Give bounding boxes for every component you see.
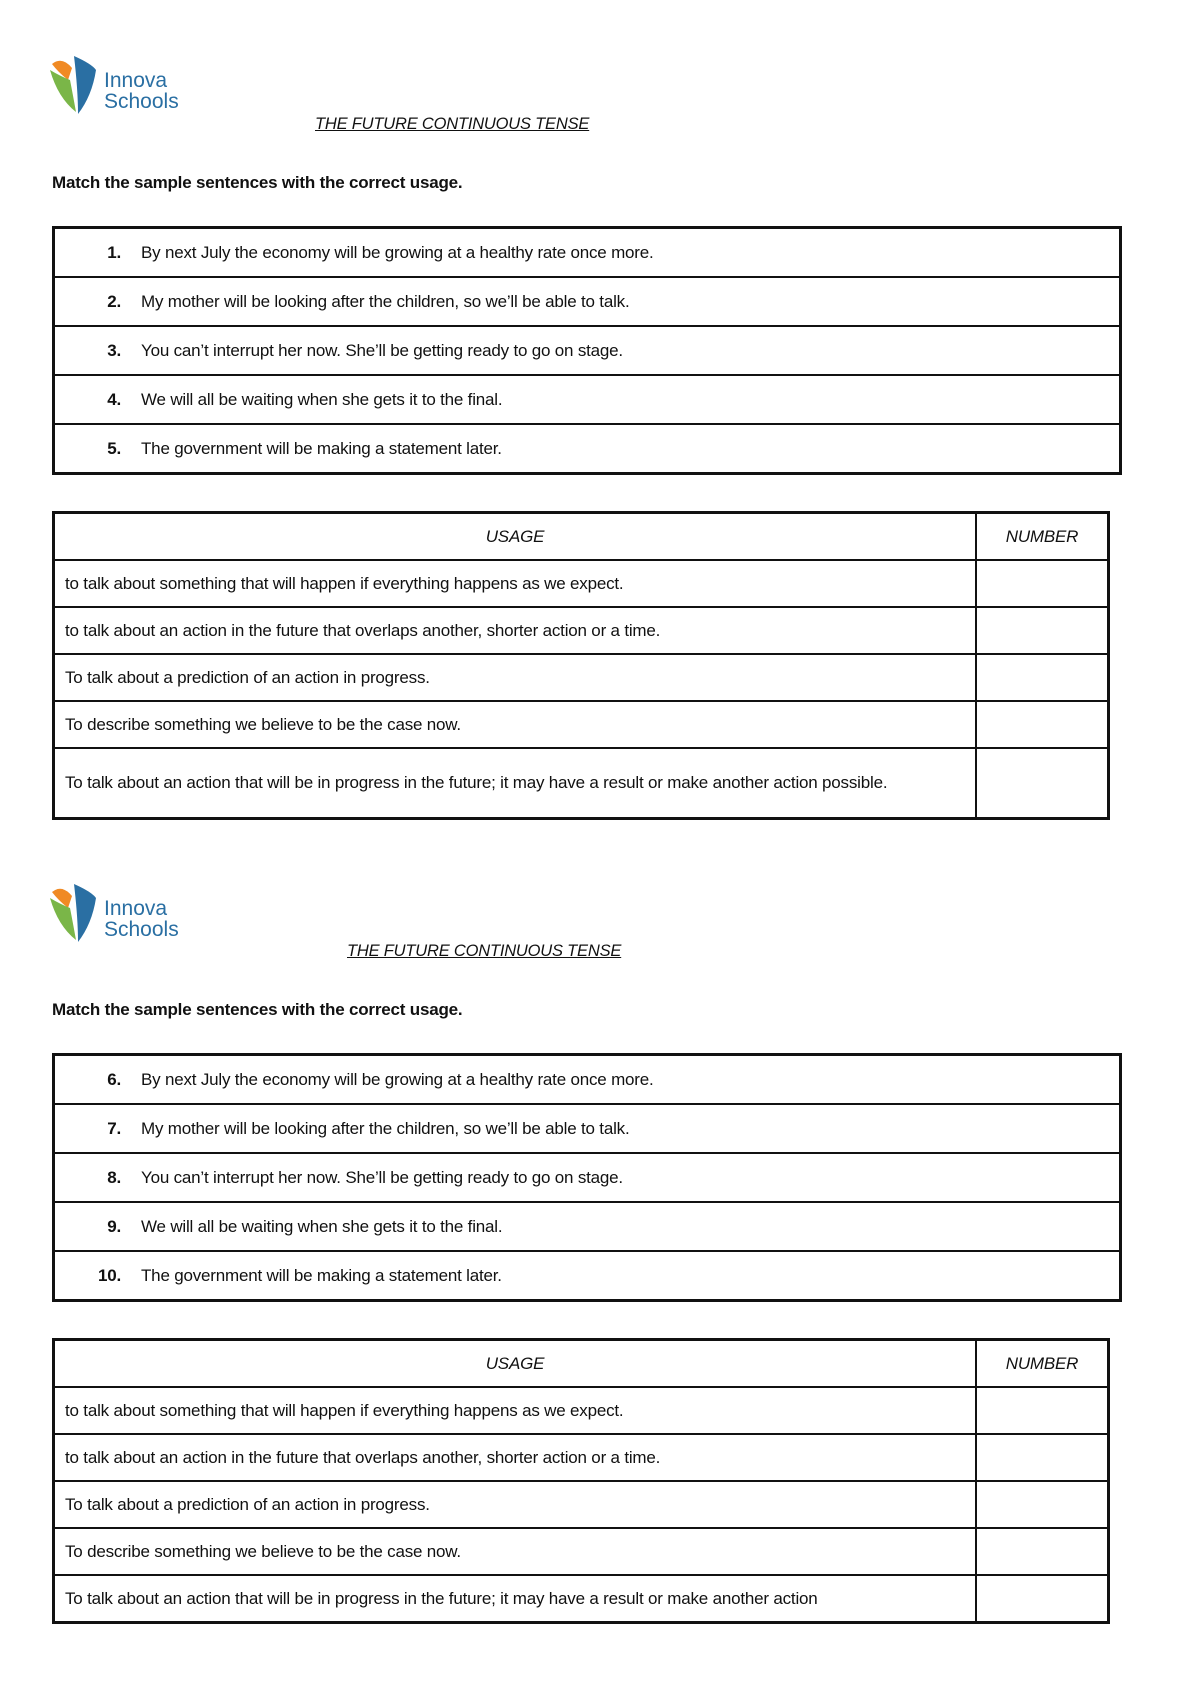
- number-column-header: NUMBER: [976, 513, 1109, 561]
- sentence-text: By next July the economy will be growing at a healthy rate once more.: [141, 1055, 1121, 1105]
- usage-header-row: [54, 1340, 1109, 1388]
- sentence-number: 9.: [54, 1202, 142, 1251]
- usage-row: [54, 560, 1109, 607]
- sentence-row: [54, 1104, 1121, 1153]
- number-answer-cell[interactable]: [976, 1434, 1109, 1481]
- sentence-number: 3.: [54, 326, 142, 375]
- sentence-row: [54, 277, 1121, 326]
- logo-line-1: Innova: [104, 69, 168, 92]
- number-answer-cell[interactable]: [976, 560, 1109, 607]
- usage-row: [54, 654, 1109, 701]
- usage-row: [54, 701, 1109, 748]
- sentence-number: 2.: [54, 277, 142, 326]
- sentence-number: 4.: [54, 375, 142, 424]
- sentence-row: [54, 228, 1121, 278]
- usage-table: [52, 1338, 1110, 1624]
- usage-text: To talk about a prediction of an action in progress.: [54, 1481, 977, 1528]
- sentence-number: 8.: [54, 1153, 142, 1202]
- usage-text: To talk about an action that will be in progress in the future; it may have a result or make another action possible.: [54, 748, 977, 819]
- usage-row: [54, 1575, 1109, 1623]
- number-answer-cell[interactable]: [976, 654, 1109, 701]
- sentence-text: By next July the economy will be growing at a healthy rate once more.: [141, 228, 1121, 278]
- innova-schools-logo: [48, 878, 188, 948]
- sentence-number: 1.: [54, 228, 142, 278]
- logo-line-2: Schools: [104, 918, 179, 941]
- usage-row: [54, 1434, 1109, 1481]
- usage-column-header: USAGE: [54, 1340, 977, 1388]
- usage-text: To talk about an action that will be in progress in the future; it may have a result or make another action: [54, 1575, 977, 1623]
- usage-column-header: USAGE: [54, 513, 977, 561]
- number-answer-cell[interactable]: [976, 1387, 1109, 1434]
- usage-row: [54, 1481, 1109, 1528]
- instruction: Match the sample sentences with the correct usage.: [52, 173, 463, 192]
- number-answer-cell[interactable]: [976, 1528, 1109, 1575]
- sentence-row: [54, 1055, 1121, 1105]
- sentence-text: My mother will be looking after the children, so we’ll be able to talk.: [141, 1104, 1121, 1153]
- sentences-table: [52, 1053, 1122, 1302]
- instruction: Match the sample sentences with the correct usage.: [52, 1000, 463, 1019]
- sentences-table: [52, 226, 1122, 475]
- usage-text: to talk about something that will happen if everything happens as we expect.: [54, 1387, 977, 1434]
- usage-text: to talk about something that will happen if everything happens as we expect.: [54, 560, 977, 607]
- sentence-row: [54, 375, 1121, 424]
- sentence-text: We will all be waiting when she gets it to the final.: [141, 1202, 1121, 1251]
- worksheet-title: THE FUTURE CONTINUOUS TENSE: [347, 942, 622, 960]
- leaf-icon: [48, 878, 104, 946]
- number-answer-cell[interactable]: [976, 701, 1109, 748]
- logo-line-1: Innova: [104, 897, 168, 920]
- sentence-number: 10.: [97, 1265, 121, 1285]
- usage-text: To describe something we believe to be the case now.: [54, 1528, 977, 1575]
- sentence-number: 5.: [107, 438, 121, 458]
- usage-text: to talk about an action in the future that overlaps another, shorter action or a time.: [54, 1434, 977, 1481]
- number-answer-cell[interactable]: [976, 1575, 1109, 1623]
- sentence-text: The government will be making a statement later.: [141, 438, 502, 458]
- sentence-text: We will all be waiting when she gets it to the final.: [141, 375, 1121, 424]
- usage-text: to talk about an action in the future that overlaps another, shorter action or a time.: [54, 607, 977, 654]
- leaf-icon: [48, 50, 104, 118]
- sentence-number: 6.: [54, 1055, 142, 1105]
- sentence-text: My mother will be looking after the children, so we’ll be able to talk.: [141, 277, 1121, 326]
- usage-row: [54, 748, 1109, 819]
- sentence-row: [54, 1251, 1121, 1301]
- number-answer-cell[interactable]: [976, 1481, 1109, 1528]
- sentence-number: 7.: [54, 1104, 142, 1153]
- usage-header-row: [54, 513, 1109, 561]
- usage-text: To talk about a prediction of an action in progress.: [54, 654, 977, 701]
- sentence-text: The government will be making a statement later.: [141, 1265, 502, 1285]
- sentence-text: You can’t interrupt her now. She’ll be getting ready to go on stage.: [141, 326, 1121, 375]
- worksheet-title: THE FUTURE CONTINUOUS TENSE: [315, 115, 590, 133]
- number-answer-cell[interactable]: [976, 607, 1109, 654]
- innova-schools-logo: [48, 50, 188, 120]
- sentence-row: [54, 1153, 1121, 1202]
- number-answer-cell[interactable]: [976, 748, 1109, 819]
- sentence-row: [54, 424, 1121, 474]
- sentence-text: You can’t interrupt her now. She’ll be getting ready to go on stage.: [141, 1153, 1121, 1202]
- number-column-header: NUMBER: [976, 1340, 1109, 1388]
- logo-line-2: Schools: [104, 90, 179, 113]
- sentence-row: [54, 1202, 1121, 1251]
- usage-row: [54, 1528, 1109, 1575]
- sentence-row: [54, 326, 1121, 375]
- usage-row: [54, 1387, 1109, 1434]
- usage-text: To describe something we believe to be the case now.: [54, 701, 977, 748]
- usage-table: [52, 511, 1110, 820]
- usage-row: [54, 607, 1109, 654]
